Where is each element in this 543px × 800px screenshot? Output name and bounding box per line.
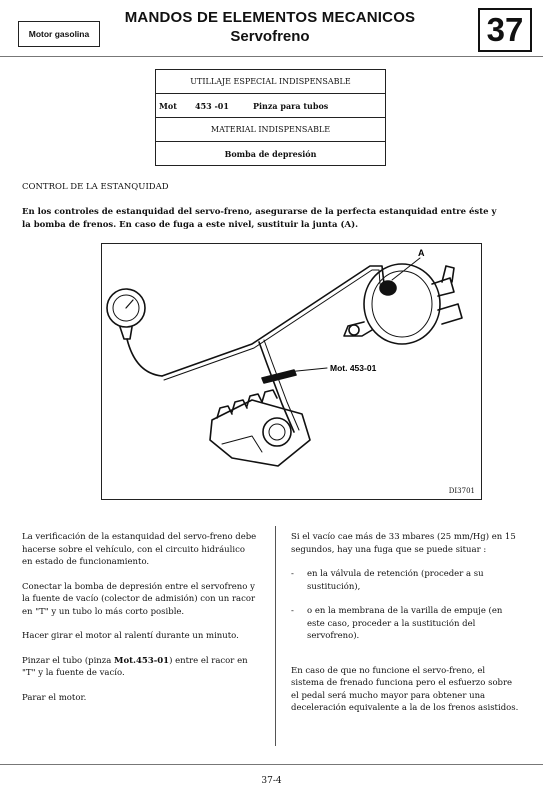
intro-paragraph: En los controles de estanquidad del servo-freno, asegurarse de la perfecta estanquidad entre éste y la bomba de frenos. En caso de fuga a este nivel, sustituir la junta (A). xyxy=(22,207,497,230)
tool-number: 453 -01 xyxy=(195,100,229,111)
tool-prefix: Mot xyxy=(159,100,177,111)
left-paragraph-4 xyxy=(22,655,258,680)
intake-manifold xyxy=(210,400,310,466)
section-tag: Motor gasolina xyxy=(18,21,100,47)
diagram-illustration xyxy=(102,244,481,499)
label-tool: Mot. 453-01 xyxy=(330,363,377,373)
p4-post: ) entre el racor en "T" y la fuente de vacío. xyxy=(22,655,248,678)
tooling-table xyxy=(155,69,386,166)
tool-name: Pinza para tubos xyxy=(253,100,329,111)
bullet-text-1: en la válvula de retención (proceder a su sustitución), xyxy=(307,569,484,592)
material-heading: MATERIAL INDISPENSABLE xyxy=(156,118,385,142)
title-line-1: MANDOS DE ELEMENTOS MECANICOS xyxy=(124,9,416,26)
brake-servo-diagram xyxy=(101,243,482,500)
bullet-text-2: o en la membrana de la varilla de empuje (en este caso, proceder a la sustitución del servofreno). xyxy=(307,606,503,641)
left-paragraph-2: Conectar la bomba de depresión entre el servofreno y la fuente de vacío (colector de admisión) con un racor en "T" y un tubo lo más corto posible. xyxy=(22,581,256,617)
page-title xyxy=(110,9,430,45)
bullet-dash: - xyxy=(291,606,294,616)
figure-code: DI3701 xyxy=(448,487,475,495)
section-title: CONTROL DE LA ESTANQUIDAD xyxy=(22,182,169,192)
left-paragraph-3: Hacer girar el motor al ralentí durante un minuto. xyxy=(22,631,239,641)
right-column xyxy=(291,531,519,727)
tool-row xyxy=(156,94,385,118)
p4-tool: Mot.453-01 xyxy=(114,655,170,666)
list-item xyxy=(291,605,519,643)
header-divider xyxy=(0,56,543,57)
left-paragraph-5: Parar el motor. xyxy=(22,692,87,703)
special-tools-heading: UTILLAJE ESPECIAL INDISPENSABLE xyxy=(156,70,385,94)
title-line-2: Servofreno xyxy=(230,28,310,45)
servo-booster xyxy=(364,264,440,344)
bullet-dash: - xyxy=(291,569,294,579)
right-paragraph-2: En caso de que no funcione el servo-freno, el sistema de frenado funciona pero el esfuerzo sobre el pedal será mucho mayor para obtener una deceleración equivalente a la de los frenos asistidos. xyxy=(291,665,519,713)
material-item: Bomba de depresión xyxy=(224,148,317,159)
left-paragraph-1: La verificación de la estanquidad del servo-freno debe hacerse sobre el vehículo, con el circuito hidráulico en estado de funcionamiento. xyxy=(22,532,257,567)
list-item xyxy=(291,568,519,593)
page-number: 37-4 xyxy=(261,776,282,786)
column-divider xyxy=(275,526,276,746)
vacuum-pipe xyxy=(162,266,384,376)
gauge-hose xyxy=(127,339,162,376)
left-column xyxy=(22,531,258,716)
chapter-number: 37 xyxy=(478,8,532,52)
right-paragraph-1: Si el vacío cae más de 33 mbares (25 mm/Hg) en 15 segundos, hay una fuga que se puede situar : xyxy=(291,532,516,555)
label-a: A xyxy=(418,248,425,258)
footer-divider xyxy=(0,764,543,765)
p4-pre: Pinzar el tubo (pinza xyxy=(22,655,115,666)
